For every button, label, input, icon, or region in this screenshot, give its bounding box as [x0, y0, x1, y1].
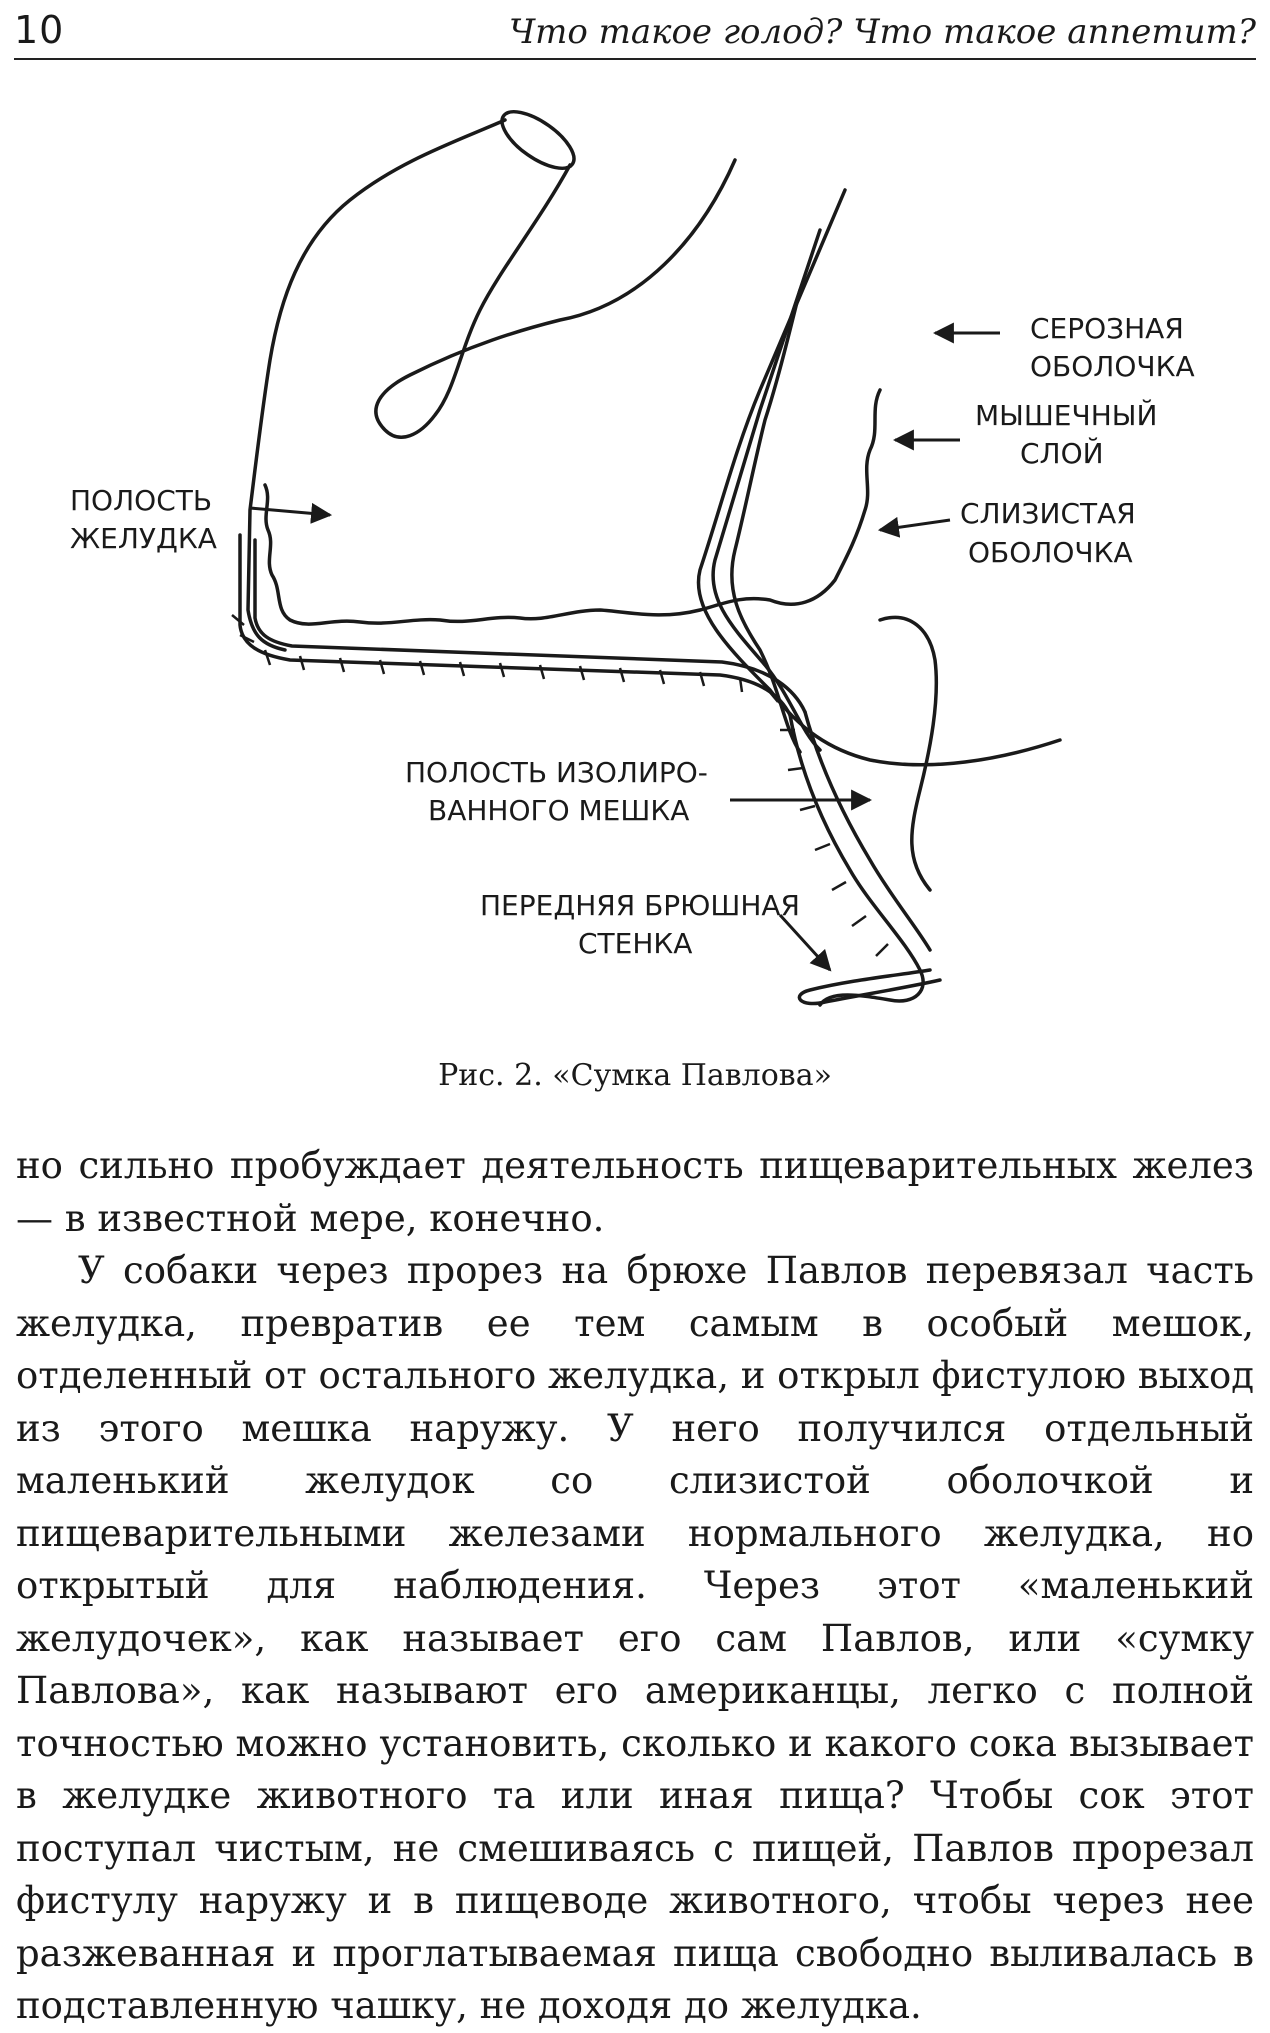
- pavlov-pouch-figure: [0, 90, 1270, 1050]
- label-serous-2: ОБОЛОЧКА: [1030, 350, 1195, 383]
- muscular-layer: [713, 230, 820, 750]
- running-header: [14, 0, 1256, 60]
- pouch-cavity-boundary: [880, 617, 936, 890]
- partition-wall-inner: [255, 540, 805, 712]
- paragraph: У собаки через прорез на брюхе Павлов перевязал часть желудка, превратив ее тем самым в особый мешок, отделенный от остального желудка, и открыл фистулою выход из этого мешка наружу. У него получился отдельный маленький желудок со слизистой оболочкой и пищеварительными железами нормального желудка, но открытый для наблюдения. Через этот «маленький желудочек», как называет его сам Павлов, или «сумку Павлова», как называют его американцы, легко с полной точностью можно установить, сколько и какого сока вызывает в желудке животного та или иная пища? Чтобы сок этот поступал чистым, не смешиваясь с пищей, Павлов прорезал фистулу наружу и в пищеводе животного, чтобы через нее разжеванная и проглатываемая пища свободно выливалась в подставленную чашку, не доходя до желудка.: [16, 1249, 1254, 2027]
- label-muscular-2: СЛОЙ: [1020, 437, 1104, 470]
- running-title: Что такое голод? Что такое аппетит?: [508, 12, 1256, 52]
- pouch-wall: [790, 715, 923, 1005]
- stomach-outer-wall: [248, 120, 505, 650]
- label-pouch-cavity-2: ВАННОГО МЕШКА: [428, 794, 690, 827]
- arrow-stomach-cavity: [250, 508, 330, 515]
- label-serous-1: СЕРОЗНАЯ: [1030, 312, 1184, 345]
- arrow-abdominal-wall: [780, 915, 830, 970]
- figure-caption: Рис. 2. «Сумка Павлова»: [438, 1058, 832, 1093]
- body-text: [16, 1140, 1254, 2033]
- label-stomach-cavity-1: ПОЛОСТЬ: [70, 484, 213, 517]
- page-number: 10: [14, 8, 65, 52]
- mucous-layer: [732, 290, 800, 752]
- paragraph: но сильно пробуждает деятельность пищеварительных желез — в известной мере, конечно.: [16, 1144, 1254, 1240]
- label-mucous-2: ОБОЛОЧКА: [968, 536, 1133, 569]
- label-abdominal-wall-1: ПЕРЕДНЯЯ БРЮШНАЯ: [480, 889, 800, 922]
- arrow-mucous: [880, 520, 950, 530]
- partition-wall: [240, 535, 790, 715]
- label-stomach-cavity-2: ЖЕЛУДКА: [70, 522, 217, 555]
- label-abdominal-wall-2: СТЕНКА: [578, 927, 693, 960]
- label-pouch-cavity-1: ПОЛОСТЬ ИЗОЛИРО-: [405, 756, 708, 789]
- esophagus-wall: [376, 160, 735, 437]
- label-muscular-1: МЫШЕЧНЫЙ: [975, 399, 1158, 432]
- label-mucous-1: СЛИЗИСТАЯ: [960, 497, 1136, 530]
- stomach-mucosa: [265, 390, 880, 624]
- pavlov-pouch-diagram: [0, 90, 1270, 1050]
